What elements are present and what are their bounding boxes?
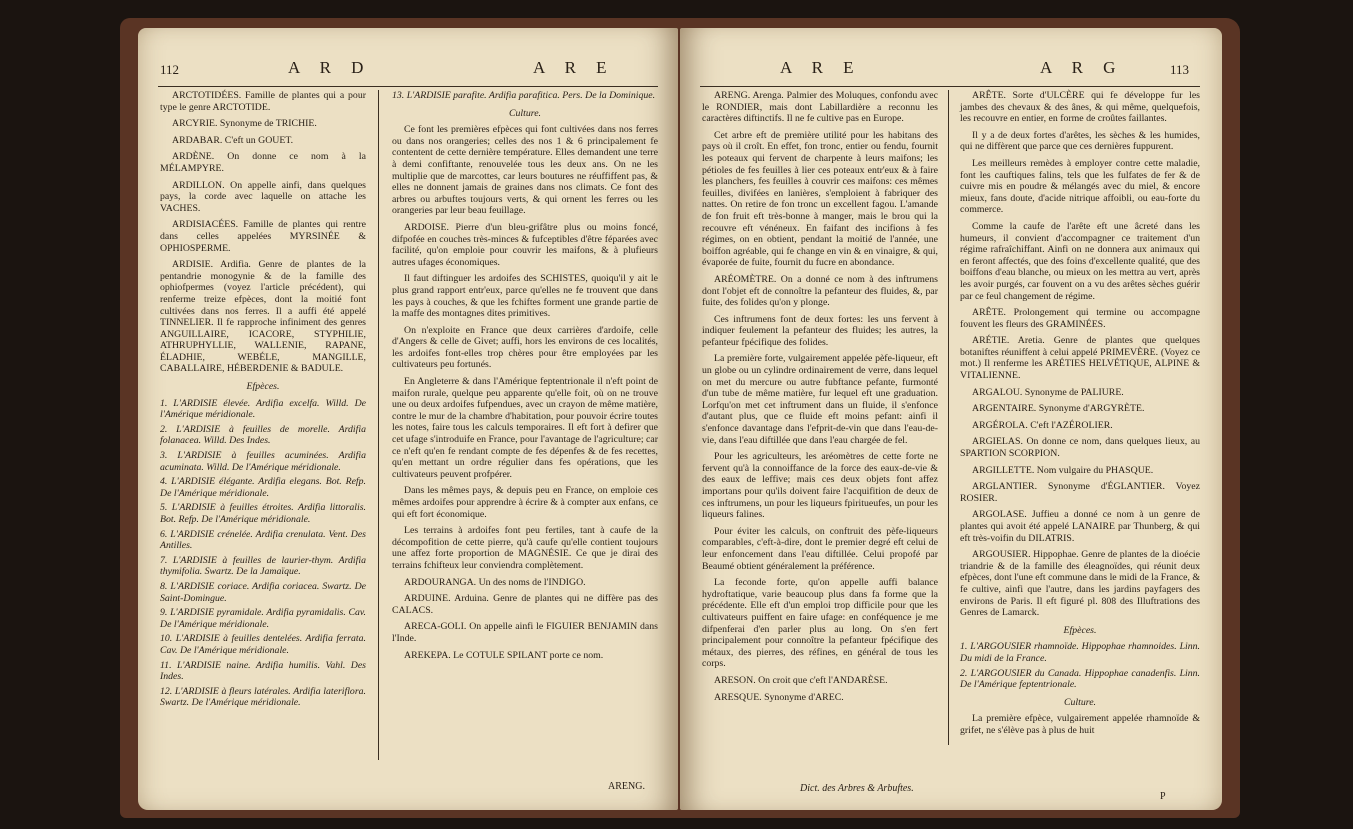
species-item: 11. L'ARDISIE naine. Ardifia humilis. Vahl. Des Indes.	[160, 659, 366, 683]
left-header-right: A R E	[533, 58, 615, 77]
species-item: 13. L'ARDISIE parafite. Ardifia parafitica. Pers. De la Dominique.	[392, 90, 656, 101]
species-item: 4. L'ARDISIE élégante. Ardifia elegans. Bot. Refp. De l'Amérique méridionale.	[160, 476, 366, 499]
entry: La première efpèce, vulgairement appelée rhamnoïde & grifet, ne s'élève pas à plus de huit	[960, 713, 1200, 736]
left-page	[138, 28, 678, 810]
entry: La première forte, vulgairement appelée pèfe-liqueur, eft un globe ou un cylindre ordinairement de verre, dans lequel on met du mercure ou autre fubftance pefante, furmonté d'un tube de même matière, fur lequel eft une graduation. Lorfqu'on met cet inftrument dans un fluide, il s'enfonce d'autant plus, que ce fluide eft moins pefant: ainfi il s'enfonce davantage dans l'efprit-de-vin que dans l'eau-de-vie, dans l'eau diftillée que dans l'eau chargée de fel.	[702, 353, 938, 446]
entry: ARÊTE. Sorte d'ULCÈRE qui fe développe fur les jambes des chevaux & des ânes, & qui même, quelquefois, les recouvre en entier, en forme de croûtes faillantes.	[960, 90, 1200, 125]
entry: ARÊTE. Prolongement qui termine ou accompagne fouvent les fleurs des GRAMINÉES.	[960, 307, 1200, 330]
entry: ARDOURANGA. Un des noms de l'INDIGO.	[404, 576, 586, 588]
species-item: 1. L'ARGOUSIER rhamnoïde. Hippophae rhamnoides. Linn. Du midi de la France.	[960, 641, 1200, 664]
entry: ARGALOU. Synonyme de PALIURE.	[972, 386, 1124, 398]
species-item: 10. L'ARDISIE à feuilles dentelées. Ardifia ferrata. Cav. De l'Amérique méridionale.	[160, 633, 366, 656]
entry: Ces inftrumens font de deux fortes: les uns fervent à indiquer feulement la pefanteur des fluides; les autres, la pefanteur fpécifique des folides.	[702, 313, 938, 348]
entry: Pour les agriculteurs, les aréomètres de cette forte ne fervent qu'à la connoiffance de la force des eaux-de-vie & des eaux de leffive; mais ces deux objets font affez importans pour qu'ils doivent faire l'acquifition de deux de ces inftrumens, un pour les liqueurs fpiritueufes, un pour les liqueurs falines.	[702, 451, 938, 521]
entry: ARDILLON. On appelle ainfi, dans quelques pays, la corde avec laquelle on attache les VACHES.	[160, 179, 366, 214]
right-header-left: A R E	[780, 58, 862, 77]
right-column-rule	[948, 90, 949, 745]
entry: ARCYRIE. Synonyme de TRICHIE.	[172, 118, 317, 130]
entry: AREKEPA. Le COTULE SPILANT porte ce nom.	[404, 649, 604, 661]
section-heading: Efpèces.	[246, 381, 280, 393]
left-column-2	[392, 90, 658, 666]
entry: ARDISIACÉES. Famille de plantes qui rentre dans celles appelées MYRSINÉE & OPHIOSPERME.	[160, 219, 366, 254]
species-item: 2. L'ARDISIE à feuilles de morelle. Ardifia folanacea. Willd. Des Indes.	[160, 423, 366, 447]
left-column-1	[160, 90, 366, 712]
species-item: 3. L'ARDISIE à feuilles acuminées. Ardifia acuminata. Willd. De l'Amérique méridionale.	[160, 450, 366, 473]
entry: Dans les mêmes pays, & depuis peu en France, on emploie ces mêmes ardoifes pour apprendre à écrire & à compter aux enfans, ce qui eft fort économique.	[392, 485, 658, 520]
entry: ARDÈNE. On donne ce nom à la MÉLAMPYRE.	[160, 151, 366, 174]
species-item: 9. L'ARDISIE pyramidale. Ardifia pyramidalis. Cav. De l'Amérique méridionale.	[160, 607, 366, 630]
entry: ARDABAR. C'eft un GOUET.	[172, 134, 294, 146]
entry: ARGLANTIER. Synonyme d'ÉGLANTIER. Voyez ROSIER.	[960, 481, 1200, 504]
entry: ARDISIE. Ardifia. Genre de plantes de la pentandrie monogynie & de la famille des ophiofpermes (voyez l'article précédent), qui renferme treize efpèces, dont la moitié font cultivées dans nos ferres. Il a auffi été appelé TINNELIER. Il fe rapproche infiniment des genres ANGUILLAIRE, ICACORE, STYPHILIE, ATHRUPHYLLIE, WALLENIE, RAPANE, ÉLADHIE, WEBÉLE, MANGILLE, CABALLAIRE, HÉBERDENIE & BADULE.	[160, 259, 366, 375]
entry: Comme la caufe de l'arête eft une âcreté dans les humeurs, il convient d'accompagner ce traitement d'un régime rafraîchiffant. Ainfi on ne donnera aux animaux qui en feront affectés, que des foins d'excellente qualité, que des boiffons d'eau blanche, ou mieux on les mettra au vert, après les avoir purgés, car fouvent on a vu des arêtes sèches guérir par ce feul changement de régime.	[960, 220, 1200, 302]
left-header-rule	[158, 86, 658, 87]
entry: ARDOISE. Pierre d'un bleu-grifâtre plus ou moins foncé, difpofée en couches très-minces & fufceptibles d'être féparées avec facilité, qu'on emploie pour couvrir les maifons, & à plufieurs autres ufages économiques.	[392, 221, 658, 268]
section-heading: Culture.	[1063, 696, 1097, 708]
entry: ARGOUSIER. Hippophae. Genre de plantes de la dioécie triandrie & de la famille des éleagnoïdes, qui réunit deux efpèces, dont l'une eft commune dans le midi de la France, & fe cultive, ainfi que l'autre, dans les jardins payfagers des environs de Paris. Il eft figuré pl. 808 des Illuftrations des Genres de Lamarck.	[960, 549, 1200, 619]
book	[120, 18, 1240, 818]
entry: On n'exploite en France que deux carrières d'ardoife, celle d'Angers & celle de Givet; auffi, hors les environs de ces localités, les ardoifes font-elles trop chères pour être employées par les cultivateurs peu fortunés.	[392, 324, 658, 371]
species-item: 7. L'ARDISIE à feuilles de laurier-thym. Ardifia thymifolia. Swartz. De la Jamaïque.	[160, 554, 366, 578]
left-column-rule	[378, 90, 379, 760]
species-item: 6. L'ARDISIE crénelée. Ardifia crenulata. Vent. Des Antilles.	[160, 528, 366, 552]
entry: ARGOLASE. Juffieu a donné ce nom à un genre de plantes qui avoit été appelé LANAIRE par Thunberg, & qui eft très-voifin du DILATRIS.	[960, 509, 1200, 544]
entry: En Angleterre & dans l'Amérique feptentrionale il n'eft point de maifon rurale, quelque peu apparente qu'elle foit, où on ne trouve une ou deux ardoifes fufpendues, avec un crayon de même matière, contre le mur de la chambre d'habitation, pour pouvoir écrire toutes les notes, faire tous les calculs temporaires. Il eft fort à defirer que cet ufage s'introduife en France, pour l'avantage de l'agriculture; car ce n'eft qu'en fe rendant compte de fes dépenfes & de fes recettes, qu'en mettant un ordre régulier dans fes opérations, que les cultivateurs peuvent profpérer.	[392, 376, 658, 480]
signature-mark: P	[1160, 791, 1166, 802]
entry: Les terrains à ardoifes font peu fertiles, tant à caufe de la décompofition de cette pierre, qu'à caufe qu'elle contient toujours une affez forte proportion de MAGNÉSIE. Ce que je dirai des terrains fchifteux leur conviendra complètement.	[392, 525, 658, 571]
entry: ARCTOTIDÉES. Famille de plantes qui a pour type le genre ARCTOTIDE.	[160, 90, 366, 113]
entry: Pour éviter les calculs, on conftruit des pèfe-liqueurs comparables, c'eft-à-dire, dont le premier degré eft celui de leur enfoncement dans l'eau diftillée. Celui propofé par Beaumé obtient généralement la préférence.	[702, 525, 938, 572]
right-column-2	[960, 90, 1200, 742]
right-header-rule	[700, 86, 1200, 87]
left-page-number: 112	[160, 62, 180, 77]
entry: La feconde forte, qu'on appelle auffi balance hydroftatique, varie beaucoup plus dans fa forme que la précédente. Elle eft d'un emploi trop difficile pour que les cultivateurs puiffent en faire ufage: en conféquence je me difpenferai d'en parler plus au long. On s'en fert principalement pour connoître la pefanteur fpécifique des métaux, des pierres, des réfines, en général de tous les corps.	[702, 577, 938, 670]
section-heading: Efpèces.	[1063, 624, 1097, 636]
entry: Ce font les premières efpèces qui font cultivées dans nos ferres ou dans nos orangeries; celles des nos 1 & 6 principalement fe contentent de cette dernière température. Elles demandent une terre à demi confiftante, renouvelée tous les deux ans. On ne les multiplie que de marcottes, car leurs boutures ne réuffiffent pas, & elles ne donnent jamais de graines dans nos climats. Ce font des arbres ou arbuftes toujours verts, & qui ornent les ferres ou les orangeries par leur beau feuillage.	[392, 124, 658, 217]
entry: Les meilleurs remèdes à employer contre cette maladie, font les cauftiques falins, tels que les fulfates de fer & de cuivre mis en poudre & mélangés avec du miel, & encore mieux, fans doute, d'acide nitrique affoibli, ou eau-forte du commerce.	[960, 157, 1200, 216]
entry: ARESQUE. Synonyme d'AREC.	[714, 691, 844, 703]
left-header-left: A R D	[288, 58, 372, 77]
entry: ARDUINE. Arduina. Genre de plantes qui ne diffère pas des CALACS.	[392, 593, 658, 616]
entry: ARGIELAS. On donne ce nom, dans quelques lieux, au SPARTION SCORPION.	[960, 436, 1200, 460]
entry: Il faut diftinguer les ardoifes des SCHISTES, quoiqu'il y ait le plus grand rapport entr'eux, parce qu'elles ne fe trouvent que dans les pays à couches, & que les fchiftes forment une grande partie de la maffe des montagnes dites primitives.	[392, 273, 658, 320]
entry: Il y a de deux fortes d'arêtes, les sèches & les humides, qui ne diffèrent que parce que ces dernières fuppurent.	[960, 129, 1200, 153]
page-footer: Dict. des Arbres & Arbuftes.	[800, 783, 914, 794]
right-page-number: 113	[1170, 62, 1190, 77]
species-item: 8. L'ARDISIE coriace. Ardifia coriacea. Swartz. De Saint-Domingue.	[160, 580, 366, 604]
species-item: 1. L'ARDISIE élevée. Ardifia excelfa. Willd. De l'Amérique méridionale.	[160, 397, 366, 421]
entry: ARECA-GOLI. On appelle ainfi le FIGUIER BENJAMIN dans l'Inde.	[392, 621, 658, 644]
section-heading: Culture.	[508, 107, 542, 119]
entry: ARGÉROLA. C'eft l'AZÉROLIER.	[972, 419, 1113, 431]
species-item: 12. L'ARDISIE à fleurs latérales. Ardifia lateriflora. Swartz. De l'Amérique méridionale.	[160, 685, 366, 709]
catchword: ARENG.	[608, 781, 645, 792]
species-item: 5. L'ARDISIE à feuilles étroites. Ardifia littoralis. Bot. Refp. De l'Amérique méridionale.	[160, 502, 366, 525]
entry: ARESON. On croit que c'eft l'ANDARÈSE.	[714, 674, 888, 686]
entry: ARGILLETTE. Nom vulgaire du PHASQUE.	[972, 464, 1154, 476]
entry: ARENG. Arenga. Palmier des Moluques, confondu avec le RONDIER, mais dont Labillardière a reconnu les caractères diftinctifs. Il ne fe cultive pas en Europe.	[702, 90, 938, 125]
right-column-1	[702, 90, 938, 708]
right-page	[680, 28, 1222, 810]
entry: ARÉTIE. Aretia. Genre de plantes que quelques botaniftes réuniffent à celui appelé PRIMEVÈRE. (Voyez ce mot.) Il renferme les ARÉTIES HELVÉTIQUE, ALPINE & VITALIENNE.	[960, 335, 1200, 382]
right-header-right: A R G	[1040, 58, 1124, 77]
entry: ARGENTAIRE. Synonyme d'ARGYRÈTE.	[972, 403, 1145, 415]
entry: Cet arbre eft de première utilité pour les habitans des pays où il croît. En effet, fon tronc, entier ou fendu, fournit les poteaux qui fervent de charpente à leurs maifons; les pétioles de fes feuilles à lier ces poteaux entr'eux & à faire les planchers, fes feuilles à couvrir ces maifons: ces mêmes feuilles, divifées en lanières, s'emploient à fabriquer des nattes. On retire de fon tronc un excellent fagou. L'amande de fon fruit eft très-bonne à manger, mais le brou qui la recouvre eft vénéneux. En faifant des incifions à fes régimes, on en obtient, pendant la moitié de l'année, une boiffon agréable, qui fe change en vin & en vinaigre, & qui, évaporée de fuite, fournit du fucre en abondance.	[702, 129, 938, 269]
species-item: 2. L'ARGOUSIER du Canada. Hippophae canadenfis. Linn. De l'Amérique feptentrionale.	[960, 667, 1200, 691]
entry: ARÉOMÈTRE. On a donné ce nom à des inftrumens dont l'objet eft de connoître la pefanteur des fluides, &, par fuite, des folides qu'on y plonge.	[702, 273, 938, 309]
